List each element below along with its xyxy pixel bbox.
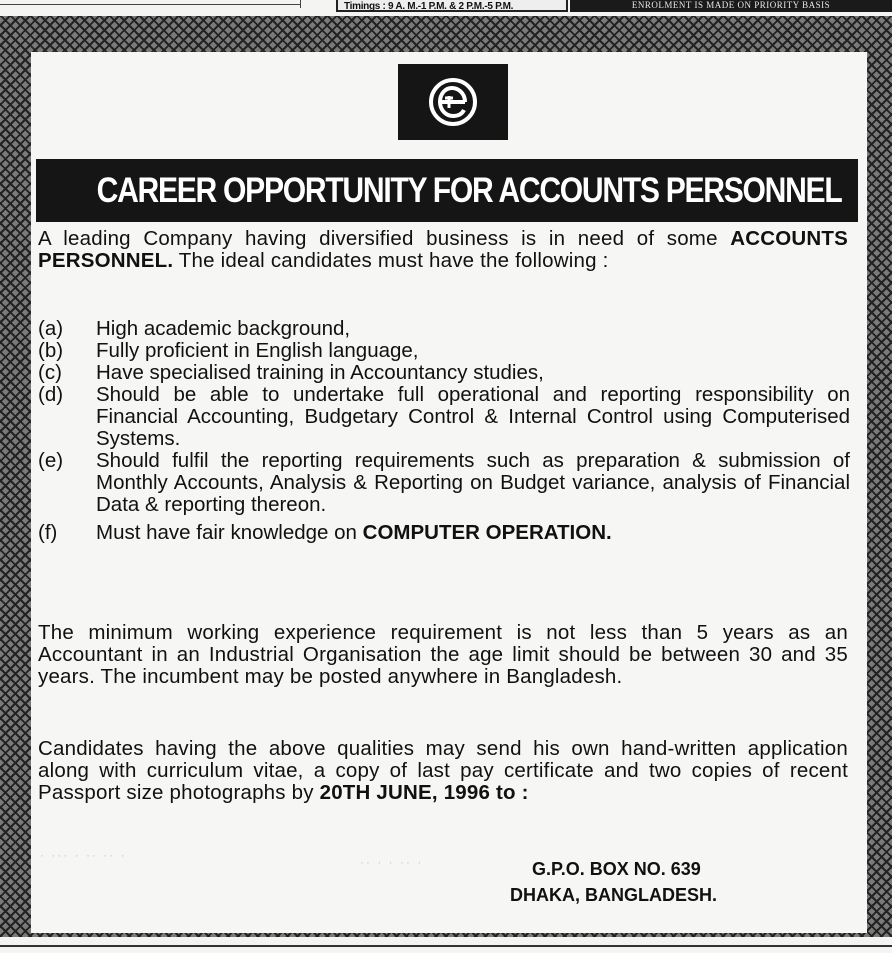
list-item [38,450,850,516]
item-text: Must have fair knowledge on [96,521,363,544]
bleed-through-marks: · ··· · ·· ·· · [40,848,127,862]
item-mark: (e) [38,449,64,472]
item-mark: (a) [38,317,64,340]
company-logo-icon [398,64,508,140]
list-item [38,522,850,544]
item-text: Have specialised training in Accountancy studies, [96,361,544,384]
ad-heading: CAREER OPPORTUNITY FOR ACCOUNTS PERSONNEL [36,159,858,222]
enrolment-banner: ENROLMENT IS MADE ON PRIORITY BASIS [570,0,892,12]
address-line-1: G.P.O. BOX NO. 639 [532,859,701,879]
list-item [38,362,850,384]
item-mark: (d) [38,383,64,406]
list-item [38,318,850,340]
bottom-rule [0,945,892,947]
item-text: Should be able to undertake full operational and reporting responsibility on Financial Accounting, Budgetary Control & Internal Control using Computerised Systems. [96,383,850,450]
item-mark: (f) [38,521,58,544]
bleed-through-marks: ·· · · ·· · [360,855,424,869]
list-item [38,384,850,450]
item-text-wrap [96,522,850,544]
item-mark: (c) [38,361,62,384]
application-paragraph [38,738,848,804]
item-text: Should fulfil the reporting requirements such as preparation & submission of Monthly Accounts, Analysis & Reporting on Budget variance, analysis of Financial Data & reporting thereon. [96,449,850,516]
timings-box: Timings : 9 A. M.-1 P.M. & 2 P.M.-5 P.M. [336,0,568,12]
requirements-list [38,318,850,544]
list-item [38,340,850,362]
item-bold: COMPUTER OPERATION. [362,521,612,544]
address-line-2: DHAKA, BANGLADESH. [510,885,717,905]
top-rule [0,4,300,5]
experience-paragraph: The minimum working experience requirement is not less than 5 years as an Accountant in an Industrial Organisation the age limit should be between 30 and 35 years. The incumbent may be posted anywhere in Bangladesh. [38,621,848,688]
intro-bold: ACCOUNTS PERSONNEL. [38,227,848,272]
top-tick [300,0,301,8]
deadline: 20TH JUNE, 1996 to : [319,781,529,804]
intro-text-2: The ideal candidates must have the following : [173,249,609,272]
item-text: Fully proficient in English language, [96,339,419,362]
item-text: High academic background, [96,317,351,340]
apply-text: Candidates having the above qualities may send his own hand-written application along with curriculum vitae, a copy of last pay certificate and two copies of recent Passport size photographs by [38,737,848,804]
intro-text-1: A leading Company having diversified business is in need of some [38,227,718,250]
intro-paragraph [38,228,848,272]
item-mark: (b) [38,339,64,362]
